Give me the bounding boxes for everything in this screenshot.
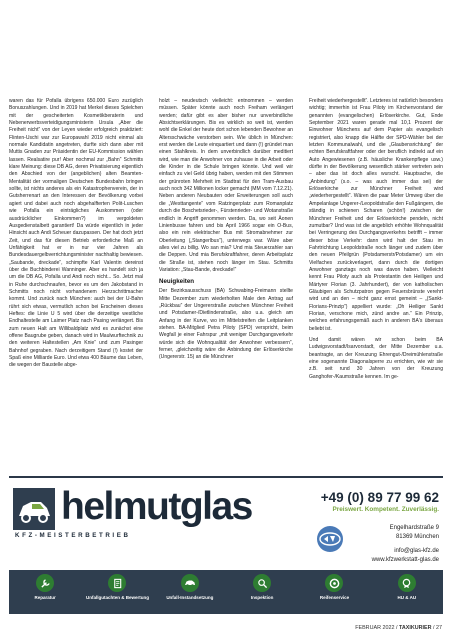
car-logo-icon <box>13 488 55 530</box>
article-column-1 <box>9 98 143 370</box>
article-column-3 <box>309 98 443 381</box>
wrench-icon <box>36 574 54 592</box>
car-crash-icon <box>181 574 199 592</box>
page-footer <box>355 625 442 631</box>
article-column-2 <box>159 98 293 362</box>
tire-icon <box>325 574 343 592</box>
badge-icon <box>398 574 416 592</box>
issue-date: FEBRUAR 2022 / <box>355 625 399 631</box>
article-paragraph: Freiheit wiederhergestellt“. Letzteres ist natürlich besonders wichtig; immerhin ist Frau Piloty im Kirchenvorstand der genannten (evangelischen) Erlöserkirche. Gut, Ende September 2021 waren gerade mal 10,1 Prozent der Einwohner Münchens auf dem Papier als evangelisch registriert, also knapp die Hälfte der SPD-Wähler bei der letzten Kommunalwahl, und die „Glaubensrichtung“ der echten Berufskraftfahrer oder der beruflich indirekt auf ein Auto Angewiesenen (z.B. häusliche Krankenpflege usw.) dürfte in der Bevölkerung wesentlich stärker vertreten sein – aber das ist doch alles wurscht. Hauptsache, die „Anbindung“ (s.o. – was auch immer das sei) der Erlöserkirche zur Münchner Freiheit wird „wiederhergestellt“. Wären die paar Meter Umweg über die Ampelanlage Ungerer-/Leopoldstraße den Fußgängern, die ständig in schienen Scharen (schön!) zwischen der Münchner Freiheit und der Erlöserkirche pendeln, nicht zumutbar? Und was ist die angeblich erhöhte Wohnqualität bei Verringerung des Durchgangsverkehrs betrifft – immer dieser böse Verkehr: dann wird halt der Stau im Fahrtrichtung Leopoldstraße noch länger und zudem über den neuen Pfeilgrün (Potsdamerstr/Potsdamer) um ein Vielfaches zurückverlagert, dann durch die dortigen Anwohner ganztags noch was davon haben. Vielleicht kennt Frau Piloty auch als Protestantin den Heiligen und Märtyrer Florian (3. Jahrhundert), der von katholischen Gläubigen als Schutzpatron gegen Feuersbrünste verehrt wird und an den – nicht ganz ernst gemeint – „(Sankt-Florians-Prinzip“) appelliert wurde: „Oh Heiliger Sankt Florian, verschone mich, zünd andre an.“ Ein Prinzip, welches erfahrungsgemäß auch in anderen BA's überaus beliebt ist. <box>309 98 443 332</box>
phone-number[interactable]: +49 (0) 89 77 99 62 <box>320 490 439 505</box>
street-address: Engelhardstraße 9 <box>389 525 439 531</box>
tagline: Preiswert. Kompetent. Zuverlässig. <box>332 506 439 513</box>
article-paragraph: Und damit wären wir schon beim BA Ludwigsvorstadt/Isarvorstadt, der Mitte Dezember u.a. beantragte, an der Kreuzung Ehrengut-/Dreimühlenstraße eine sogenannte Diagonalsperre zu errichten, wie wir sie z.B. seit rund 30 Jahren von der Kreuzung Ganghofer-/Kaumstraße kennen. Im ge- <box>309 337 443 380</box>
brand-name: helmutglas <box>61 485 252 528</box>
brand-logo <box>13 485 252 539</box>
ad-phone-block <box>239 490 439 514</box>
service-hu-au <box>371 570 443 614</box>
service-appraisal <box>81 570 153 614</box>
partner-mark-icon <box>319 532 341 546</box>
services-bar <box>9 570 443 614</box>
service-inspection <box>226 570 298 614</box>
magazine-name: TAXIKURIER <box>398 625 432 631</box>
article-paragraph: waren das für Pofalla übrigens 650.000 Euro zuzüglich Bonuszahlungen. Und in 2019 hat Merkel dieses Spielchen mit der gescheiterten Kosmetikberaterin und Nebenerwerbsverteidigungsministerin Ursula „Aber die Freiheit nicht“ von der Leyen wieder erfolgreich praktiziert: Flinten-Uschi war zur Europawahl 2019 nicht einmal als normale Kandidatin angetreten, durfte sich dann aber mit Muttis Gnaden zur Präsidentin der EU-Kommission wählen lassen. Realsatire pur! Aber nochmal zur „Bahn“ Schmitts klare Meinung: diese DB AG, deren Privatisierung eigentlich den Abschied von der (angeblichen) alten Beamten-Mentalität der vormaligen Deutschen Bundesbahn bringen sollte, ist nichts anderes als ein Katastrophenverein, der in Gutsherrenart an den Interessen der Bevölkerung vorbei agiert und dabei auch noch abgehalfterten Polit-Luschen wie Pofalla ein einträgliches Auskommen (oder ausdrücklicher Einkommen?) im vergoldeten Ausgedienstalbett garantiert! Da würde eigentlich in jeder Hinsicht auch Andi Scheuer dazupassen. Der hat doch jetzt Zeit, und das für diesen Betrieb erforderliche Maß an Unfähigkeit hat er in nur vier Jahren als Bundesdauergelbverrichtungsminister nachhaltig bewiesen. „Saubande, dreckade“, schimpfte Karl Valentin dereinst über die Buchbinderei Wanninger. Aber es handelt sich ja um die DB AG, Pofalla und Andi noch nicht... So. Jetzt mal in Ruhe durchschnaufen, bevor es um den Jakobstand in Schmitts noch nicht vorhandenem Herzschrittmacher kommt. Und zurück nach München: auch bei der U-Bahn rührt sich etwas, vermutlich schon bei Erscheinen dieses Heftes: die Linie U 5 wird über die derzeitige westliche Endhaltestelle am Laimer Platz nach Pasing verlängert. Bis zum neuen Halt am Willibaldplatz wird es zunächst eine offene Baugrube geben, danach wird in Maulwurftechnik zu den weiteren Haltestellen „Am Knie“ und zum Pasinger Bahnhof gegraben. Nach derzeitigem Stand (!) kostet der Spaß eine Milliarde Euro. Und etwa 400 Bäume das Leben, die wegen der Baustelle abge- <box>9 98 143 369</box>
service-label: Reparatur <box>34 595 56 600</box>
contact-block <box>372 547 439 565</box>
service-tires <box>298 570 370 614</box>
document-icon <box>108 574 126 592</box>
section-heading: Neuigkeiten <box>159 278 195 286</box>
advertisement[interactable] <box>9 476 443 620</box>
service-label: Inspektion <box>250 595 274 600</box>
email-link[interactable]: info@glas-kfz.de <box>394 548 439 554</box>
brand-subtitle: KFZ-MEISTERBETRIEB <box>15 532 131 539</box>
address <box>390 524 439 541</box>
service-label: Unfall-Instandsetzung <box>166 595 214 600</box>
page-number: / 27 <box>431 625 442 631</box>
service-label: HU & AU <box>397 595 417 600</box>
service-accident-repair <box>154 570 226 614</box>
article-paragraph: Der Bezirksausschuss (BA) Schwabing-Freimann stellte Mitte Dezember zum wiederholten Male den Antrag auf „Rückbau“ der Ungererstraße zwischen Münchner Freiheit und Potsdamer-/Dietlindenstraße, also u.a. gleich am Anfang in der Kurve, wo im Mittelstreifen die Leitplanken stehen. BA-Mitglied Petra Piloty (SPD) verspricht, beim Wegfall je einer Fahrspur „mit weniger Durchgangsverkehr würde sich die Wohnqualität der Anwohner verbessern“, ferner, „gleichzeitig wäre die Anbindung der Erlöserkirche (Ungererstr. 15) an die Münchner <box>159 288 293 361</box>
city-address: 81369 München <box>395 533 439 540</box>
service-label: Unfallgutachten & Bewertung <box>85 595 149 600</box>
website-link[interactable]: www.kfzwerkstatt-glas.de <box>371 557 439 563</box>
ad-header <box>9 482 443 570</box>
service-repair <box>9 570 81 614</box>
inspection-icon <box>253 574 271 592</box>
partner-logo-icon <box>317 526 343 552</box>
service-label: Reifenservice <box>319 595 350 600</box>
article-paragraph: holzt – neudeutsch vielleicht: entnommen – werden müssen. Später könnte auch noch Freiham verlängert werden; dafür gibt es aber bisher nur unverbindliche Absichtserklärungen. Bis es wirklich so weit ist, werden wohl die Enkel der heute dort schon lebenden Bewohner an Altersschwäche verstorben sein. Wie üblich in München: erst werden die Leute einquartiert und dann (!) gründet man einen Stahlkreis. In dem unverbindlich darüber meditiert wird, wie man die Anwohner von zuhause in die Arbeit oder die Kinder in die Schule bringen könnte. Und weil wir einfach zu viel Geld übrig haben, werden mit den Stimmen der grünroten Mehrheit im Stadtrat für den Tram-Ausbau auch noch 342 Millionen locker gemacht (MM vom 7.12.21). Neben anderen Neubauten oder Erweiterungen soll auch die „Westtangente“ vom Ratzingerplatz zum Romanplatz durch die Boschetsrieder-, Fürstenrieder- und Wotanstraße endlich in Angriff genommen werden. Da, wo seit Äonen Linienbusse fahren und bis April 1966 sogar ein O-Bus, also ein rein elektrischer Bus mit Stromabnehmer zur Oberleitung („Stangerlbus“), unterwegs war. Wäre aber alles viel zu billig. Wo san mia? Und mia Steuerzahler san die Deppen. Und mia Berufskraftfahrer, deren Arbeitsplatz die Straße ist, stehen noch länger im Stau. Schmitts Variation: „Stau-Bande, dreckade!“ <box>159 98 293 273</box>
